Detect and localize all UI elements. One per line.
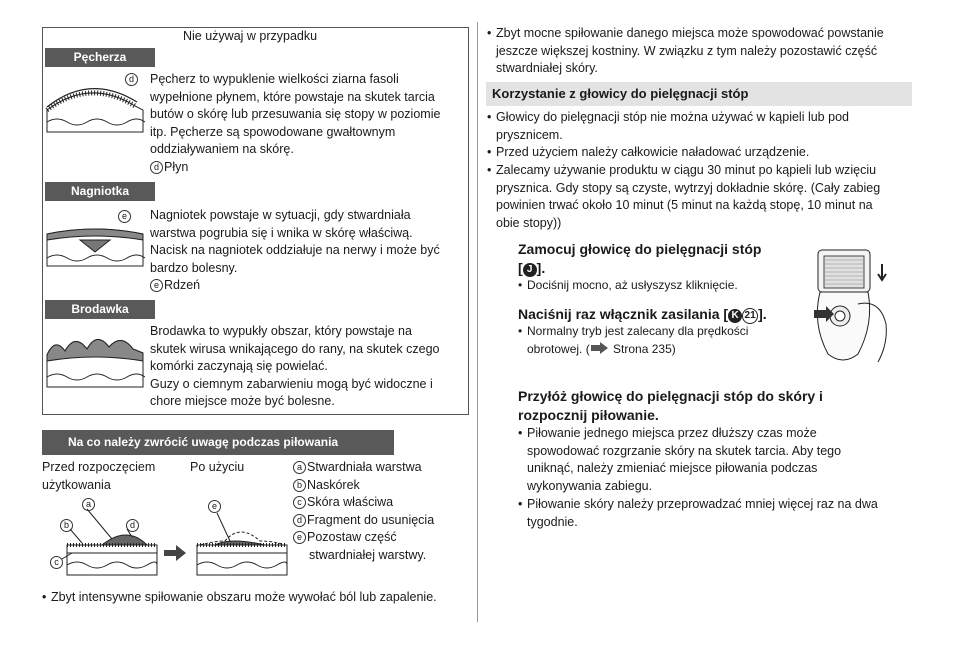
step3-bullet-2: • Piłowanie skóry należy przeprowadzać mniej więcej raz na dwa tygodnie. <box>518 496 878 531</box>
page-arrow-icon <box>590 342 610 354</box>
column-divider <box>477 22 478 622</box>
right-top-bullet: • Zbyt mocne spiłowanie danego miejsca może spowodować powstanie jeszcze większej kostniny. W związku z tym należy pozostawić część stwardniałej skóry. <box>487 25 884 78</box>
marker-d: d <box>125 73 138 86</box>
step3-bullet-1: • Piłowanie jednego miejsca przez dłuższy czas może spowodować rozgrzanie skóry na skutek tarcia. Aby tego uniknąć, należy zmieniać miejsce piłowania podczas wykonywania zabiegu. <box>518 425 841 495</box>
box-header: Nie używaj w przypadku <box>183 29 318 43</box>
tag-wart: Brodawka <box>45 300 155 319</box>
diagram-legend: a Stwardniała warstwa b Naskórek c Skóra właściwa d Fragment do usunięcia e Pozostaw część stwardniałej warstwy. <box>293 459 434 564</box>
attention-bar: Na co należy zwrócić uwagę podczas piłowania <box>42 430 394 455</box>
arrow-icon <box>162 544 188 562</box>
step1-heading: Zamocuj głowicę do pielęgnacji stóp [ J ]. <box>518 241 762 276</box>
section-title: Korzystanie z głowicy do pielęgnacji stóp <box>486 82 912 106</box>
bullet-2: • Przed użyciem należy całkowicie naładować urządzenie. <box>487 144 809 162</box>
key-k-icon: K <box>728 309 742 323</box>
marker-c: c <box>50 556 63 569</box>
tag-blister: Pęcherza <box>45 48 155 67</box>
step2-heading: Naciśnij raz włącznik zasilania [ K 21 ]. <box>518 306 767 322</box>
device-illustration <box>808 244 908 369</box>
marker-b: b <box>60 519 73 532</box>
bullet-1: • Głowicy do pielęgnacji stóp nie można używać w kąpieli lub pod prysznicem. <box>487 109 849 144</box>
marker-e-diagram: e <box>208 500 221 513</box>
footer-bullet: • Zbyt intensywne spiłowanie obszaru może wywołać ból lub zapalenie. <box>42 589 437 607</box>
marker-d-diagram: d <box>126 519 139 532</box>
wart-illustration <box>45 325 145 395</box>
circle-21-icon: 21 <box>742 308 758 324</box>
step1-bullet: • Dociśnij mocno, aż usłyszysz kliknięcie. <box>518 277 738 295</box>
after-label: Po użyciu <box>190 460 245 474</box>
key-j-icon: J <box>523 263 537 277</box>
marker-a: a <box>82 498 95 511</box>
before-label: Przed rozpoczęciem użytkowania <box>42 460 156 492</box>
step3-heading: Przyłóż głowicę do pielęgnacji stóp do skóry i rozpocznij piłowanie. <box>518 388 823 423</box>
step2-bullet: • Normalny tryb jest zalecany dla prędkości obrotowej. ( Strona 235) <box>518 323 748 358</box>
marker-e: e <box>118 210 131 223</box>
blister-text: Pęcherz to wypuklenie wielkości ziarna fasoli wypełnione płynem, które powstaje na skutek tarcia butów o skórę lub przesuwania się stopy w poziomie itp. Pęcherze są spowodowane gwałtownym oddziaływaniem na skórę. d Płyn <box>150 72 441 174</box>
wart-text: Brodawka to wypukły obszar, który powstaje na skutek wirusa wnikającego do rany, na skutek czego komórki zaczynają się powielać. Guzy o ciemnym zabarwieniu mogą być widoczne i chore miejsce może być bolesne. <box>150 324 440 408</box>
bullet-3: • Zalecamy używanie produktu w ciągu 30 minut po kąpieli lub wzięciu prysznica. Gdy stopy są czyste, wytrzyj dokładnie skórę. (Cały zabieg powinien trwać około 10 minut (5 minut na każdą stopę, 10 minut na obie stopy)) <box>487 162 880 232</box>
corn-text: Nagniotek powstaje w sytuacji, gdy stwardniała warstwa pogrubia się i wnika w skórę właściwą. Nacisk na nagniotek oddziałuje na nerwy i może być bardzo bolesny. e Rdzeń <box>150 208 440 292</box>
tag-corn: Nagniotka <box>45 182 155 201</box>
